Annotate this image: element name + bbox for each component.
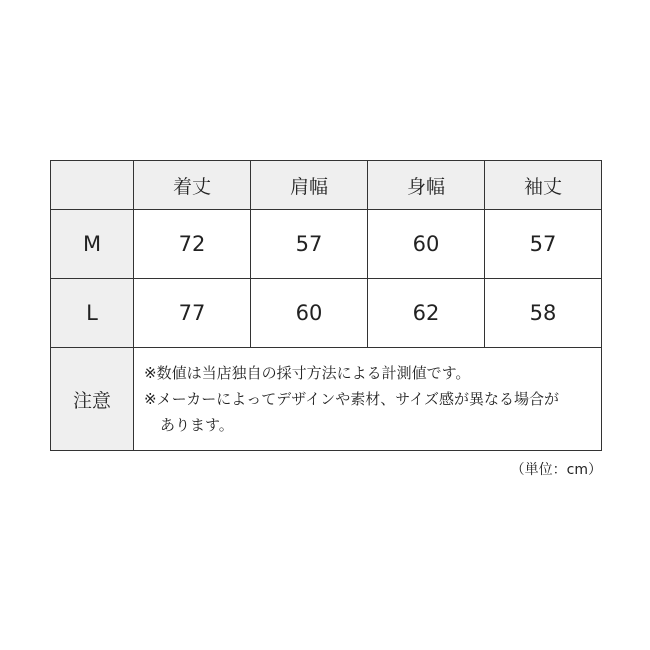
value-cell: 58 (485, 279, 602, 348)
corner-cell (51, 161, 134, 210)
size-label: M (51, 210, 134, 279)
value-cell: 60 (251, 279, 368, 348)
header-width: 身幅 (368, 161, 485, 210)
unit-label: （単位：cm） (510, 462, 602, 478)
value-cell: 62 (368, 279, 485, 348)
value-cell: 60 (368, 210, 485, 279)
value-cell: 57 (251, 210, 368, 279)
size-label: L (51, 279, 134, 348)
note-line: ※メーカーによってデザインや素材、サイズ感が異なる場合が (144, 390, 560, 408)
table-row (51, 279, 602, 348)
note-line: あります。 (160, 416, 234, 434)
table-row (51, 210, 602, 279)
size-chart-table (50, 160, 602, 451)
note-row (51, 348, 602, 451)
note-label: 注意 (51, 348, 134, 451)
header-sleeve: 袖丈 (485, 161, 602, 210)
value-cell: 72 (134, 210, 251, 279)
header-row (51, 161, 602, 210)
header-shoulder: 肩幅 (251, 161, 368, 210)
header-length: 着丈 (134, 161, 251, 210)
note-line: ※数値は当店独自の採寸方法による計測値です。 (144, 364, 471, 382)
value-cell: 57 (485, 210, 602, 279)
note-text (134, 348, 602, 451)
value-cell: 77 (134, 279, 251, 348)
